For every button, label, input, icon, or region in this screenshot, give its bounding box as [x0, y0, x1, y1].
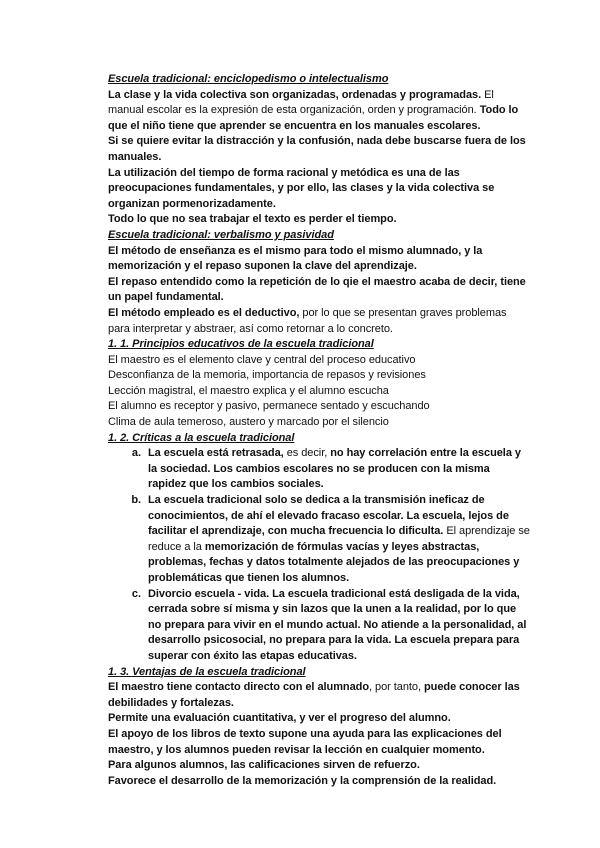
- section-heading-criticas: 1. 2. Críticas a la escuela tradicional: [108, 431, 295, 444]
- list-item-criticism-a: [144, 446, 530, 493]
- text-bold: El método empleado es el deductivo,: [108, 306, 300, 319]
- text-bold: El apoyo de los libros de texto supone una ayuda para las explicaciones del maestro, y los alumnos pueden revisar la lección en cualquier momento.: [108, 727, 502, 756]
- text-bold: El maestro tiene contacto directo con el alumnado: [108, 681, 369, 694]
- section-heading-ventajas: 1. 3. Ventajas de la escuela tradicional: [108, 665, 306, 678]
- paragraph-memorizacion: [108, 774, 530, 790]
- text-bold: El método de enseñanza es el mismo para todo el mismo alumnado, y la memorización y el repaso suponen la clave del aprendizaje.: [108, 244, 483, 273]
- list-item-criticism-b: [144, 493, 530, 587]
- text-normal: El aprendizaje se reduce a la: [148, 525, 530, 553]
- text-normal: El manual escolar es la expresión de esta organización, orden y programación.: [108, 88, 494, 117]
- section-heading-enciclopedismo: Escuela tradicional: enciclopedismo o intelectualismo: [108, 73, 389, 85]
- text-bold: El repaso entendido como la repetición de lo qie el maestro acaba de decir, tiene un papel fundamental.: [108, 275, 526, 304]
- text-bold: La utilización del tiempo de forma racional y metódica es una de las preocupaciones fundamentales, y por ello, las clases y la vida colectiva se organizan pormenorizadamente.: [108, 166, 495, 210]
- text-bold: La escuela tradicional solo se dedica a la transmisión ineficaz de conocimientos, de ahí el elevado fracaso escolar. La escuela, lejos de facilitar el aprendizaje, con mucha frecuencia lo dificulta.: [148, 494, 509, 538]
- paragraph-metodo: [108, 244, 530, 275]
- document-body: [108, 72, 530, 789]
- principle-line: Clima de aula temeroso, austero y marcado por el silencio: [108, 416, 389, 429]
- text-normal: por lo que se presentan graves problemas para interpretar y abstraer, así como retornar a lo concreto.: [108, 306, 507, 335]
- text-bold: puede conocer las debilidades y fortalezas.: [108, 681, 520, 709]
- text-bold: memorización de fórmulas vacías y leyes abstractas, problemas, fechas y datos totalmente alejados de las preocupaciones y problemáticas que tienen los alumnos.: [148, 540, 520, 584]
- criticism-list: [108, 446, 530, 664]
- paragraph-calificaciones: [108, 758, 530, 774]
- text-bold: Permite una evaluación cuantitativa, y ver el progreso del alumno.: [108, 712, 451, 725]
- text-normal: es decir,: [283, 447, 331, 460]
- text-bold: La clase y la vida colectiva son organizadas, ordenadas y programadas.: [108, 88, 482, 101]
- paragraph-texto: [108, 212, 530, 228]
- principle-line: Desconfianza de la memoria, importancia de repasos y revisiones: [108, 369, 426, 382]
- paragraph-evaluacion: [108, 711, 530, 727]
- text-bold: Si se quiere evitar la distracción y la confusión, nada debe buscarse fuera de los manuales.: [108, 135, 526, 163]
- text-bold: La escuela está retrasada,: [148, 447, 284, 460]
- section-heading-verbalismo: Escuela tradicional: verbalismo y pasividad: [108, 228, 334, 241]
- principle-line: El maestro es el elemento clave y central del proceso educativo: [108, 353, 416, 366]
- principle-line: Lección magistral, el maestro explica y el alumno escucha: [108, 384, 389, 397]
- paragraph-tiempo: [108, 166, 530, 213]
- principle-line: El alumno es receptor y pasivo, permanece sentado y escuchando: [108, 400, 430, 413]
- text-bold: Todo lo que no sea trabajar el texto es perder el tiempo.: [108, 213, 397, 226]
- section-heading-principios: 1. 1. Principios educativos de la escuela tradicional: [108, 338, 374, 351]
- paragraph-organizacion: [108, 88, 530, 135]
- list-item-criticism-c: [144, 587, 530, 665]
- text-bold: Divorcio escuela - vida. La escuela tradicional está desligada de la vida, cerrada sobre sí misma y sin lazos que la unen a la realidad, por lo que no prepara para vivir en el mundo actual. No atiende a la personalidad, al desarrollo psicosocial, no prepara para la vida. La escuela prepara para superar con éxito las etapas educativas.: [148, 587, 527, 662]
- text-bold: Para algunos alumnos, las calificaciones sirven de refuerzo.: [108, 759, 420, 772]
- paragraph-distraccion: [108, 134, 530, 165]
- paragraph-deductivo: [108, 306, 530, 337]
- paragraph-contacto: [108, 680, 530, 711]
- text-bold: Todo lo que el niño tiene que aprender se encuentra en los manuales escolares.: [108, 104, 519, 132]
- text-bold: no hay correlación entre la escuela y la sociedad. Los cambios escolares no se producen con la misma rapidez que los cambios sociales.: [148, 447, 521, 491]
- paragraph-libros: [108, 727, 530, 758]
- text-normal: , por tanto,: [369, 681, 424, 694]
- text-bold: Favorece el desarrollo de la memorización y la comprensión de la realidad.: [108, 774, 497, 787]
- paragraph-repaso: [108, 275, 530, 306]
